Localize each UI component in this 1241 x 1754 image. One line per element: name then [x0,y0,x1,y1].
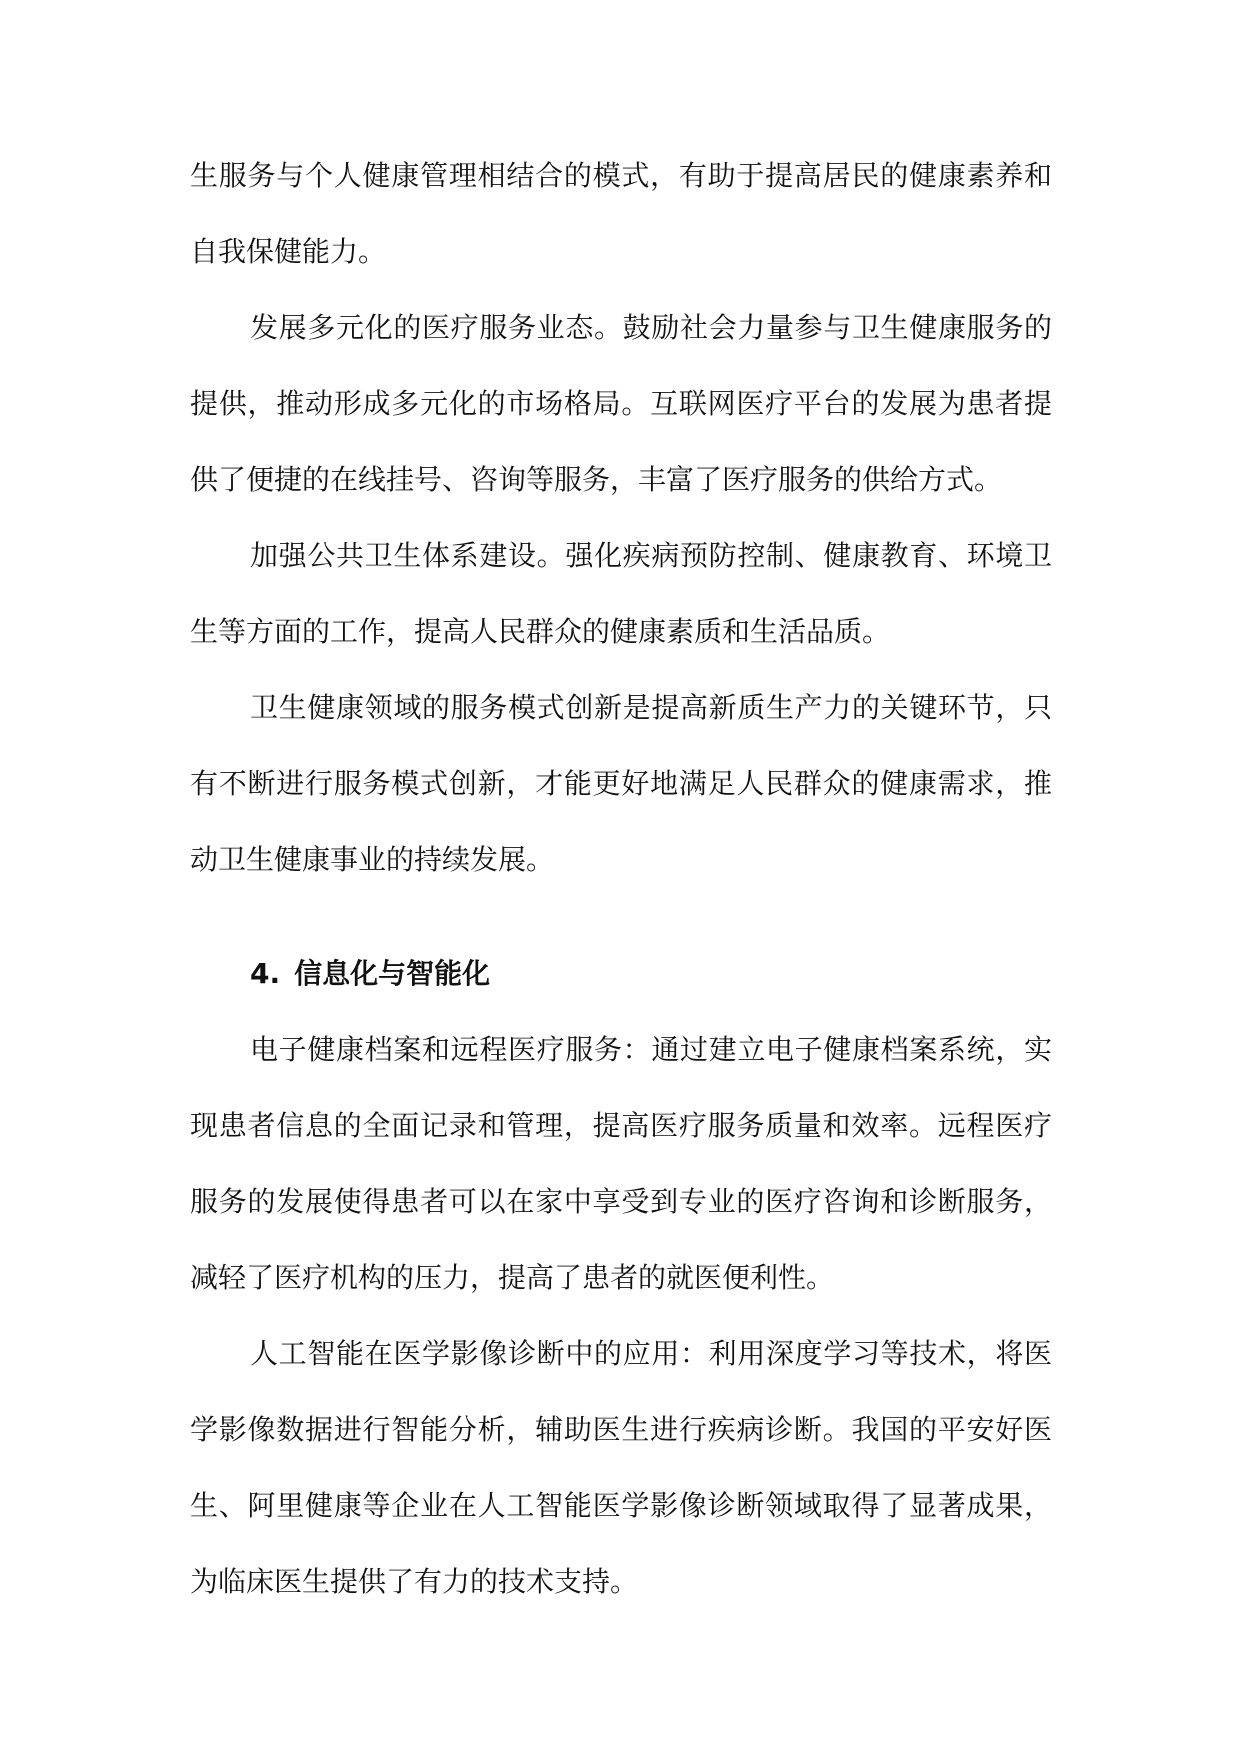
paragraph-service-innovation: 卫生健康领域的服务模式创新是提高新质生产力的关键环节，只有不断进行服务模式创新，才能更好地满足人民群众的健康需求，推动卫生健康事业的持续发展。 [190,691,1052,876]
section-number: 4. [250,957,281,990]
paragraph-ai-imaging: 人工智能在医学影像诊断中的应用：利用深度学习等技术，将医学影像数据进行智能分析，辅助医生进行疾病诊断。我国的平安好医生、阿里健康等企业在人工智能医学影像诊断领域取得了显著成果，为临床医生提供了有力的技术支持。 [190,1337,1052,1598]
paragraph-diversified-services: 发展多元化的医疗服务业态。鼓励社会力量参与卫生健康服务的提供，推动形成多元化的市场格局。互联网医疗平台的发展为患者提供了便捷的在线挂号、咨询等服务，丰富了医疗服务的供给方式。 [190,311,1052,496]
paragraph-ehr-telemedicine: 电子健康档案和远程医疗服务：通过建立电子健康档案系统，实现患者信息的全面记录和管理，提高医疗服务质量和效率。远程医疗服务的发展使得患者可以在家中享受到专业的医疗咨询和诊断服务，减轻了医疗机构的压力，提高了患者的就医便利性。 [190,1033,1052,1294]
section-heading [190,936,1052,1012]
document-body [190,138,1052,1620]
paragraph-continuation: 生服务与个人健康管理相结合的模式，有助于提高居民的健康素养和自我保健能力。 [190,159,1052,268]
section-title: 信息化与智能化 [294,957,491,990]
paragraph-public-health: 加强公共卫生体系建设。强化疾病预防控制、健康教育、环境卫生等方面的工作，提高人民群众的健康素质和生活品质。 [190,539,1052,648]
